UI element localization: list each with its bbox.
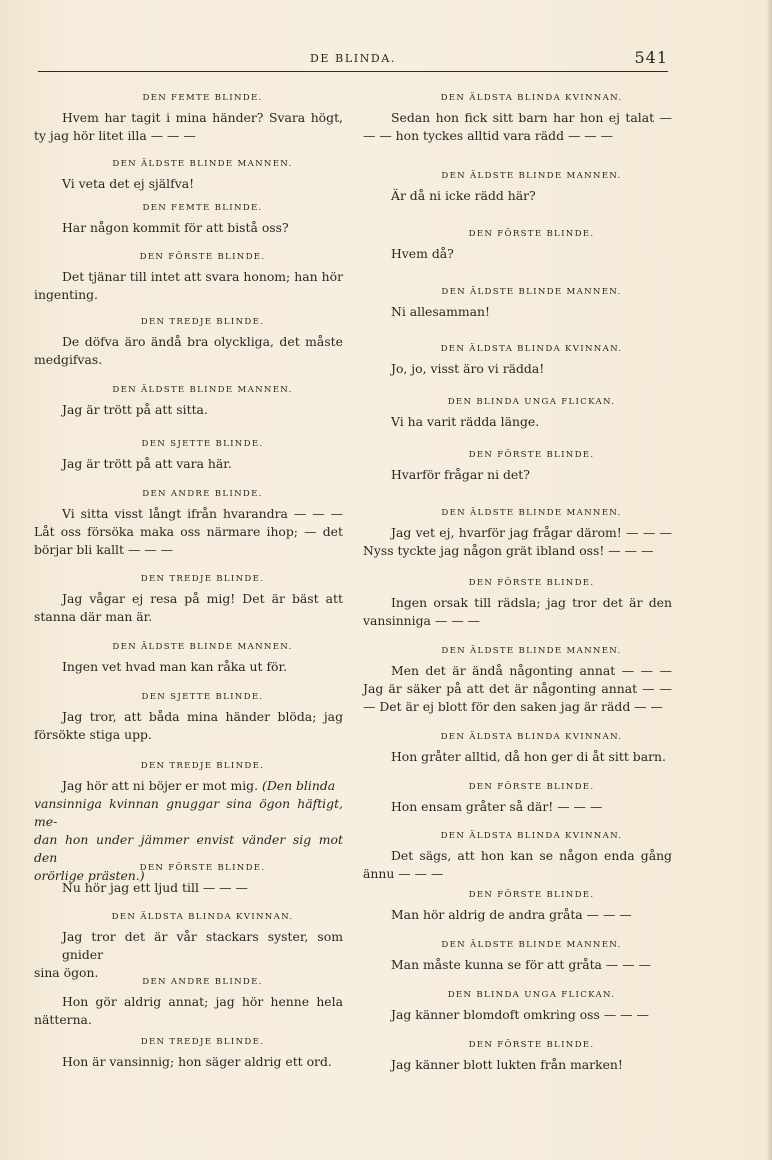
speaker-name: DEN ÄLDSTE BLINDE MANNEN. [112,385,293,395]
page-header [38,44,668,74]
speech-line: Jag känner blott lukten från marken! [391,1057,623,1072]
speech-block [391,286,672,321]
speaker-name: DEN FÖRSTE BLINDE. [468,1040,595,1050]
running-title: DE BLINDA. [310,52,396,65]
speech-line: Hon gör aldrig annat; jag hör henne hela [62,994,343,1009]
page-number: 541 [634,48,668,67]
speaker-name: DEN ÄLDSTA BLINDA KVINNAN. [440,93,623,103]
speech-line: Är då ni icke rädd här? [391,188,536,203]
speech-line: Man måste kunna se för att gråta — — — [391,957,651,972]
speech-block [391,939,672,974]
stage-direction-line: orörlige prästen.) [34,868,145,883]
speaker-name: DEN ÄLDSTE BLINDE MANNEN. [112,159,293,169]
speech-block [391,170,672,205]
speaker-name: DEN FÖRSTE BLINDE. [468,229,595,239]
speech-block [34,316,343,369]
speech-line: Sedan hon fick sitt barn har hon ej talat — [391,110,672,125]
speech-line: Jag vet ej, hvarför jag frågar därom! — — — [391,525,672,540]
speech-line: Jag är trött på att vara här. [62,456,232,471]
speech-line: Vi veta det ej själfva! [62,176,195,191]
speaker-name: DEN SJETTE BLINDE. [141,439,264,449]
speech-block [34,92,343,145]
speaker-name: DEN TREDJE BLINDE. [140,317,265,327]
speech-line: — — hon tyckes alltid vara rädd — — — [363,128,613,143]
speech-line: Jag tror det är vår stackars syster, som gnider [62,929,343,962]
speaker-name: DEN BLINDA UNGA FLICKAN. [447,990,616,1000]
speaker-name: DEN ÄLDSTE BLINDE MANNEN. [441,508,622,518]
speech-block [62,438,343,473]
speech-line: Har någon kommit för att bistå oss? [62,220,289,235]
stage-direction-line: vansinniga kvinnan gnuggar sina ögon häftigt, me- [34,796,343,829]
speech-block [34,691,343,744]
speaker-name: DEN TREDJE BLINDE. [140,1037,265,1047]
speaker-name: DEN SJETTE BLINDE. [141,692,264,702]
speech-line: sina ögon. [34,965,99,980]
speech-block [62,384,343,419]
speech-line: Hvem då? [391,246,454,261]
speech-line: Hon ensam gråter så där! — — — [391,799,603,814]
speaker-name: DEN TREDJE BLINDE. [140,761,265,771]
speech-block [34,976,343,1029]
speech-block [391,1039,672,1074]
speech-line: Jag känner blomdoft omkring oss — — — [391,1007,649,1022]
speech-line: Låt oss försöka maka oss närmare ihop; — det [34,524,343,539]
speech-line: Det tjänar till intet att svara honom; han hör [62,269,343,284]
speech-line: ännu — — — [363,866,444,881]
speech-block [62,641,343,676]
speech-line: börjar bli kallt — — — [34,542,173,557]
speech-line: Vi sitta visst långt ifrån hvarandra — — — [62,506,343,521]
speaker-name: DEN ÄLDSTE BLINDE MANNEN. [441,646,622,656]
speech-line: Hon gråter alltid, då hon ger di åt sitt barn. [391,749,666,764]
speech-line: nätterna. [34,1012,92,1027]
speech-line: Ingen vet hvad man kan råka ut för. [62,659,288,674]
speaker-name: DEN FÖRSTE BLINDE. [468,578,595,588]
speech-line: ingenting. [34,287,98,302]
speaker-name: DEN ANDRE BLINDE. [142,977,263,987]
speaker-name: DEN FÖRSTE BLINDE. [139,252,266,262]
speech-block [34,488,343,559]
speech-line: Det sägs, att hon kan se någon enda gång [391,848,672,863]
speech-line: Vi ha varit rädda länge. [391,414,540,429]
speech-line: försökte stiga upp. [34,727,152,742]
speech-line: Jag vågar ej resa på mig! Det är bäst att [62,591,343,606]
speaker-name: DEN ÄLDSTE BLINDE MANNEN. [441,171,622,181]
speech-block [391,228,672,263]
speech-block [391,731,672,766]
speaker-name: DEN ÄLDSTE BLINDE MANNEN. [112,642,293,652]
speech-line: vansinniga — — — [363,613,480,628]
speech-line: Hvem har tagit i mina händer? Svara högt, [62,110,343,125]
speech-line: Jag är säker på att det är någonting annat — — [363,681,672,696]
speech-block [391,396,672,431]
speech-line: Ingen orsak till rädsla; jag tror det är den [391,595,672,610]
page-edge-shadow [766,0,772,1160]
speech-line: — Det är ej blott för den saken jag är rädd — — [363,699,663,714]
stage-direction: (Den blinda [261,778,336,793]
speech-block [363,92,672,145]
speaker-name: DEN FÖRSTE BLINDE. [468,782,595,792]
speech-line: medgifvas. [34,352,103,367]
speech-block [363,577,672,630]
speech-block [62,202,343,237]
speaker-name: DEN FÖRSTE BLINDE. [139,863,266,873]
speech-line: Jo, jo, visst äro vi rädda! [391,361,545,376]
speaker-name: DEN ÄLDSTA BLINDA KVINNAN. [440,344,623,354]
speaker-name: DEN ÄLDSTE BLINDE MANNEN. [441,940,622,950]
speech-line: Hvarför frågar ni det? [391,467,530,482]
speech-block [363,507,672,560]
speech-block [391,449,672,484]
speaker-name: DEN ÄLDSTA BLINDA KVINNAN. [440,831,623,841]
speech-block [363,830,672,883]
speech-line: Ni allesamman! [391,304,490,319]
speech-line: Jag tror, att båda mina händer blöda; jag [62,709,343,724]
speech-block [34,911,343,982]
speaker-name: DEN BLINDA UNGA FLICKAN. [447,397,616,407]
speech-line: ty jag hör litet illa — — — [34,128,196,143]
speaker-name: DEN ANDRE BLINDE. [142,489,263,499]
speaker-name: DEN TREDJE BLINDE. [140,574,265,584]
speech-block [62,862,343,897]
speaker-name: DEN FEMTE BLINDE. [142,93,263,103]
speech-line: Men det är ändå någonting annat — — — [391,663,672,678]
speech-line: Nu hör jag ett ljud till — — — [62,880,248,895]
speech-line: stanna där man är. [34,609,153,624]
speech-line: Nyss tyckte jag någon grät ibland oss! — — — [363,543,654,558]
speech-block [34,573,343,626]
speech-line [62,777,343,795]
speech-block [363,645,672,716]
speech-block [391,781,672,816]
stage-direction-line: dan hon under jämmer envist vänder sig mot den [34,832,343,865]
speaker-name: DEN ÄLDSTE BLINDE MANNEN. [441,287,622,297]
speech-line: Man hör aldrig de andra gråta — — — [391,907,632,922]
speaker-name: DEN FÖRSTE BLINDE. [468,450,595,460]
speech-block [391,343,672,378]
speech-line: De döfva äro ändå bra olyckliga, det måste [62,334,343,349]
speech-block [391,989,672,1024]
speech-block [391,889,672,924]
speech-line: Jag är trött på att sitta. [62,402,208,417]
speech-line: Hon är vansinnig; hon säger aldrig ett ord. [62,1054,332,1069]
speaker-name: DEN ÄLDSTA BLINDA KVINNAN. [111,912,294,922]
speech-block [62,158,343,193]
speaker-name: DEN FÖRSTE BLINDE. [468,890,595,900]
speaker-name: DEN ÄLDSTA BLINDA KVINNAN. [440,732,623,742]
speaker-name: DEN FEMTE BLINDE. [142,203,263,213]
header-rule [38,71,668,72]
speech-text: Jag hör att ni böjer er mot mig. [62,778,259,793]
speech-block [34,251,343,304]
speech-block [62,1036,343,1071]
